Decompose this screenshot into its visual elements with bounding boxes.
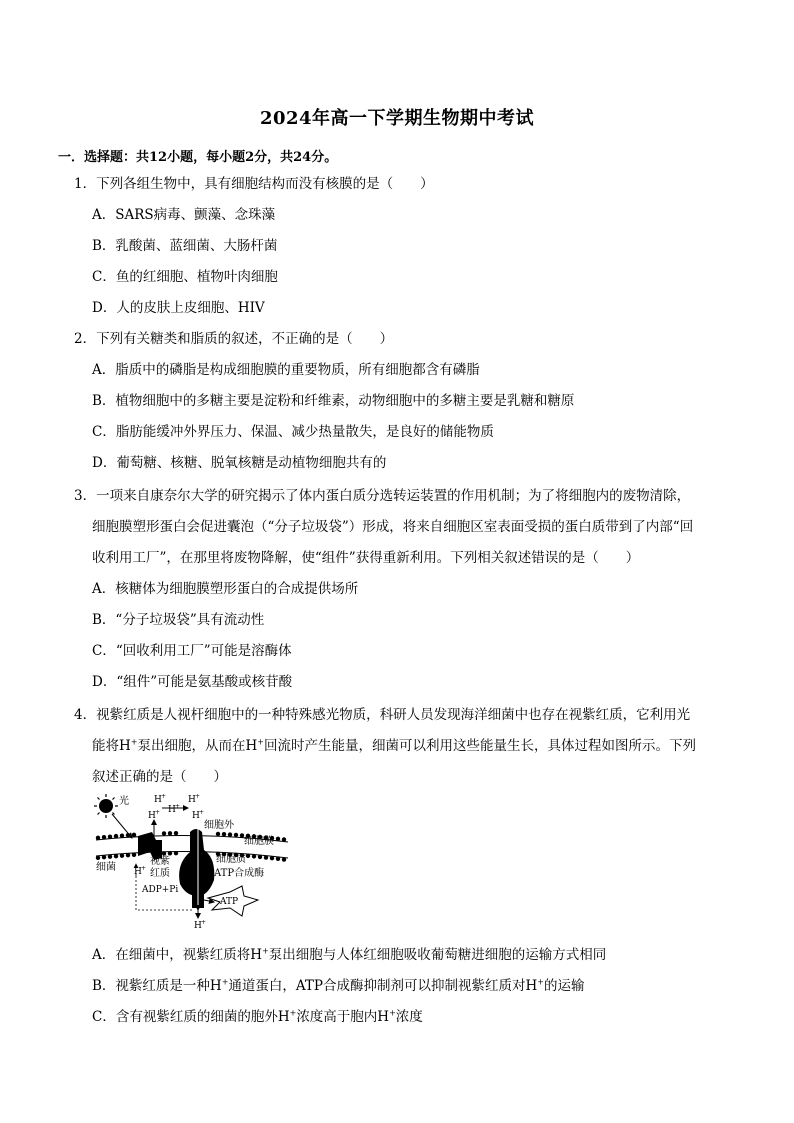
svg-text:红质: 红质	[150, 868, 170, 879]
atp-label: ATP	[220, 897, 239, 907]
question-1-option-a: A．SARS病毒、颤藻、念珠藻	[92, 207, 276, 223]
question-4-option-a: A．在细菌中，视紫红质将H+泵出细胞与人体红细胞吸收葡萄糖进细胞的运输方式相同	[92, 946, 607, 963]
question-1-option-c: C．鱼的红细胞、植物叶肉细胞	[92, 269, 278, 285]
phospholipid-head	[222, 832, 226, 836]
phospholipid-head	[168, 831, 172, 835]
question-3-stem-line3: 收利用工厂”，在那里将废物降解，使“组件”获得重新利用。下列相关叙述错误的是（ ）	[92, 550, 640, 566]
sun-icon	[94, 794, 118, 818]
svg-text:H: H	[148, 811, 156, 821]
question-3-option-a: A．核糖体为细胞膜塑形蛋白的合成提供场所	[92, 581, 359, 597]
phospholipid-head	[252, 854, 256, 858]
bacterium-label: 细菌	[96, 862, 116, 873]
phospholipid-head	[132, 833, 136, 837]
svg-text:H: H	[168, 805, 176, 815]
phospholipid-head	[162, 831, 166, 835]
question-1-option-b: B．乳酸菌、蓝细菌、大肠杆菌	[92, 238, 278, 254]
page-title: 2024年高一下学期生物期中考试	[259, 108, 535, 129]
svg-text:+: +	[201, 919, 207, 926]
question-3-option-c: C．“回收利用工厂”可能是溶酶体	[92, 643, 292, 659]
svg-text:H: H	[194, 921, 202, 930]
question-4-stem-line2: 能将H+泵出细胞，从而在H+回流时产生能量，细菌可以利用这些能量生长，具体过程如图所示。下列	[92, 737, 696, 754]
phospholipid-head	[126, 853, 130, 857]
svg-text:+: +	[195, 793, 201, 800]
svg-text:H: H	[188, 795, 196, 805]
phospholipid-head	[96, 836, 100, 840]
question-2-option-a: A．脂质中的磷脂是构成细胞膜的重要物质，所有细胞都含有磷脂	[92, 362, 480, 378]
phospholipid-head	[108, 834, 112, 838]
question-4-option-b: B．视紫红质是一种H+通道蛋白，ATP合成酶抑制剂可以抑制视紫红质对H+的运输	[92, 977, 585, 994]
question-3-stem-line1: 3．一项来自康奈尔大学的研究揭示了体内蛋白质分选转运装置的作用机制；为了将细胞内的废物清除，	[74, 488, 691, 504]
question-2-stem: 2．下列有关糖类和脂质的叙述，不正确的是（ ）	[74, 331, 394, 347]
phospholipid-head	[234, 833, 238, 837]
question-4-option-c: C．含有视紫红质的细菌的胞外H+浓度高于胞内H+浓度	[92, 1008, 423, 1025]
question-2-option-d: D．葡萄糖、核糖、脱氧核糖是动植物细胞共有的	[92, 455, 387, 471]
atp-synthase-label: ATP合成酶	[214, 868, 265, 879]
phospholipid-head	[258, 855, 262, 859]
svg-text:+: +	[175, 803, 181, 810]
outside-label: 细胞外	[204, 820, 234, 831]
svg-text:H: H	[154, 795, 162, 805]
svg-text:视紫: 视紫	[150, 856, 170, 867]
phospholipid-head	[114, 834, 118, 838]
phospholipid-head	[132, 853, 136, 857]
light-label: 光	[119, 796, 129, 807]
question-3-option-b: B．“分子垃圾袋”具有流动性	[92, 612, 265, 628]
phospholipid-head	[276, 857, 280, 861]
phospholipid-head	[168, 851, 172, 855]
svg-text:+: +	[141, 865, 147, 872]
question-3-option-d: D．“组件”可能是氨基酸或核苷酸	[92, 674, 293, 690]
phospholipid-head	[282, 837, 286, 841]
phospholipid-head	[120, 833, 124, 837]
phospholipid-head	[162, 851, 166, 855]
svg-text:+: +	[155, 809, 161, 816]
phospholipid-head	[282, 857, 286, 861]
question-1-stem: 1．下列各组生物中，具有细胞结构而没有核膜的是（ ）	[74, 176, 434, 192]
adp-label: ADP+Pi	[142, 885, 179, 895]
svg-text:H: H	[134, 867, 142, 877]
atp-synthase	[179, 829, 214, 896]
question-3-stem-line2: 细胞膜塑形蛋白会促进囊泡（“分子垃圾袋”）形成，将来自细胞区室表面受损的蛋白质带到了内部“回	[92, 519, 694, 535]
svg-text:H: H	[192, 811, 200, 821]
phospholipid-head	[102, 835, 106, 839]
question-4-stem-line1: 4．视紫红质是人视杆细胞中的一种特殊感光物质，科研人员发现海洋细菌中也存在视紫红质，它利用光	[74, 707, 691, 723]
phospholipid-head	[270, 856, 274, 860]
phospholipid-head	[264, 855, 268, 859]
phospholipid-head	[96, 856, 100, 860]
phospholipid-head	[102, 855, 106, 859]
question-4-stem-line3: 叙述正确的是（ ）	[92, 769, 227, 785]
phospholipid-head	[108, 854, 112, 858]
section-heading: 一．选择题：共12小题，每小题2分，共24分。	[58, 150, 338, 165]
phospholipid-head	[246, 854, 250, 858]
question-1-option-d: D．人的皮肤上皮细胞、HIV	[92, 300, 265, 316]
phospholipid-head	[174, 831, 178, 835]
phospholipid-head	[216, 832, 220, 836]
phospholipid-head	[114, 854, 118, 858]
question-2-option-b: B．植物细胞中的多糖主要是淀粉和纤维素，动物细胞中的多糖主要是乳糖和糖原	[92, 393, 575, 409]
phospholipid-head	[120, 853, 124, 857]
membrane-label: 细胞膜	[244, 836, 274, 847]
cytoplasm-label: 细胞质	[216, 854, 246, 865]
phospholipid-head	[174, 851, 178, 855]
svg-text:+: +	[199, 809, 205, 816]
question-2-option-c: C．脂肪能缓冲外界压力、保温、减少热量散失，是良好的储能物质	[92, 424, 494, 440]
phospholipid-head	[126, 833, 130, 837]
phospholipid-head	[276, 837, 280, 841]
svg-text:+: +	[161, 793, 167, 800]
rhodopsin-diagram	[92, 792, 292, 930]
phospholipid-head	[228, 832, 232, 836]
